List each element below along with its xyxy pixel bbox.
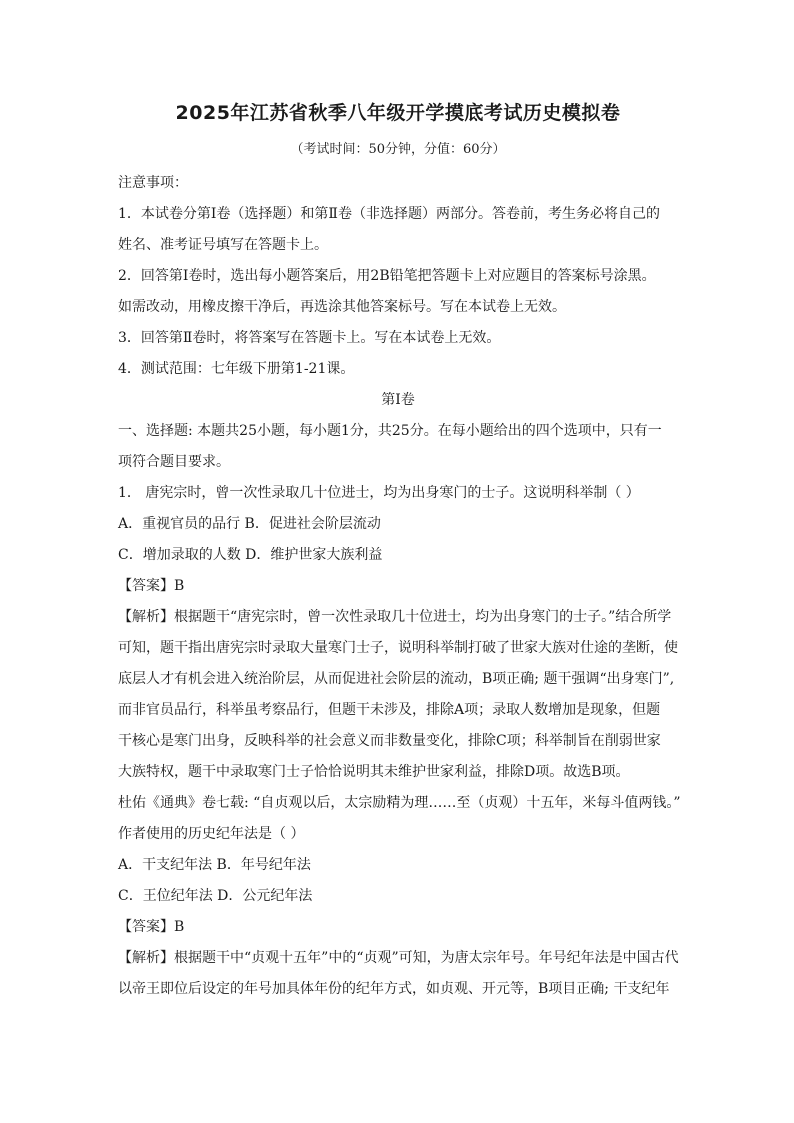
question-1 — [118, 478, 678, 788]
analysis-line: 大族特权，题干中录取寒门士子恰恰说明其未维护世家利益，排除D项。故选B项。 — [118, 764, 630, 780]
answer-label: 【答案】B — [118, 578, 185, 594]
question-options: A．干支纪年法 B．年号纪年法 — [118, 857, 311, 873]
notes-line: 2．回答第Ⅰ卷时，选出每小题答案后，用2B铅笔把答题卡上对应题目的答案标号涂黑。 — [118, 268, 656, 284]
notes-line: 4．测试范围：七年级下册第1-21课。 — [118, 361, 355, 377]
analysis-line: 【解析】根据题干“唐宪宗时，曾一次性录取几十位进士，均为出身寒门的士子。”结合所学 — [118, 609, 672, 625]
analysis-line: 可知，题干指出唐宪宗时录取大量寒门士子，说明科举制打破了世家大族对仕途的垄断，使 — [118, 640, 678, 656]
question-stem: 杜佑《通典》卷七载: “自贞观以后，太宗励精为理……至（贞观）十五年，米每斗值两钱。” — [118, 795, 681, 811]
question-stem: 作者使用的历史纪年法是（ ） — [118, 826, 305, 842]
section-intro-line: 一、选择题: 本题共25小题，每小题1分，共25分。在每小题给出的四个选项中，只有一 — [118, 423, 662, 439]
analysis-line: 干核心是寒门出身，反映科举的社会意义而非数量变化，排除C项；科举制旨在削弱世家 — [118, 733, 661, 749]
analysis-line: 以帝王即位后设定的年号加具体年份的纪年方式，如贞观、开元等，B项目正确; 干支纪年 — [118, 981, 670, 997]
question-options: C．增加录取的人数 D．维护世家大族利益 — [118, 547, 383, 563]
question-options: A．重视官员的品行 B．促进社会阶层流动 — [118, 516, 381, 532]
notes-line: 3．回答第Ⅱ卷时，将答案写在答题卡上。写在本试卷上无效。 — [118, 330, 501, 346]
document-content — [118, 100, 681, 1005]
notes-line: 如需改动，用橡皮擦干净后，再选涂其他答案标号。写在本试卷上无效。 — [118, 299, 566, 315]
analysis-line: 而非官员品行，科举虽考察品行，但题干未涉及，排除A项；录取人数增加是现象，但题 — [118, 702, 661, 718]
exam-subtitle: （考试时间：50分钟，分值：60分） — [290, 142, 506, 157]
analysis-line: 底层人才有机会进入统治阶层，从而促进社会阶层的流动，B项正确; 题干强调“出身寒门”, — [118, 671, 675, 687]
analysis-line: 【解析】根据题干中“贞观十五年”中的“贞观”可知，为唐太宗年号。年号纪年法是中国古代 — [118, 950, 679, 966]
answer-label: 【答案】B — [118, 919, 185, 935]
section-title: 第Ⅰ卷 — [381, 392, 415, 408]
exam-title: 2025年江苏省秋季八年级开学摸底考试历史模拟卷 — [175, 102, 621, 124]
question-2 — [118, 788, 681, 1005]
question-options: C．王位纪年法 D．公元纪年法 — [118, 888, 313, 904]
notes-block — [118, 168, 678, 385]
notes-line: 1．本试卷分第Ⅰ卷（选择题）和第Ⅱ卷（非选择题）两部分。答卷前，考生务必将自己的 — [118, 206, 660, 222]
question-stem: 1． 唐宪宗时，曾一次性录取几十位进士，均为出身寒门的士子。这说明科举制（ ） — [118, 485, 640, 501]
notes-line: 姓名、准考证号填写在答题卡上。 — [118, 237, 328, 253]
notes-heading: 注意事项： — [118, 175, 188, 191]
section-intro-line: 项符合题目要求。 — [118, 454, 230, 470]
